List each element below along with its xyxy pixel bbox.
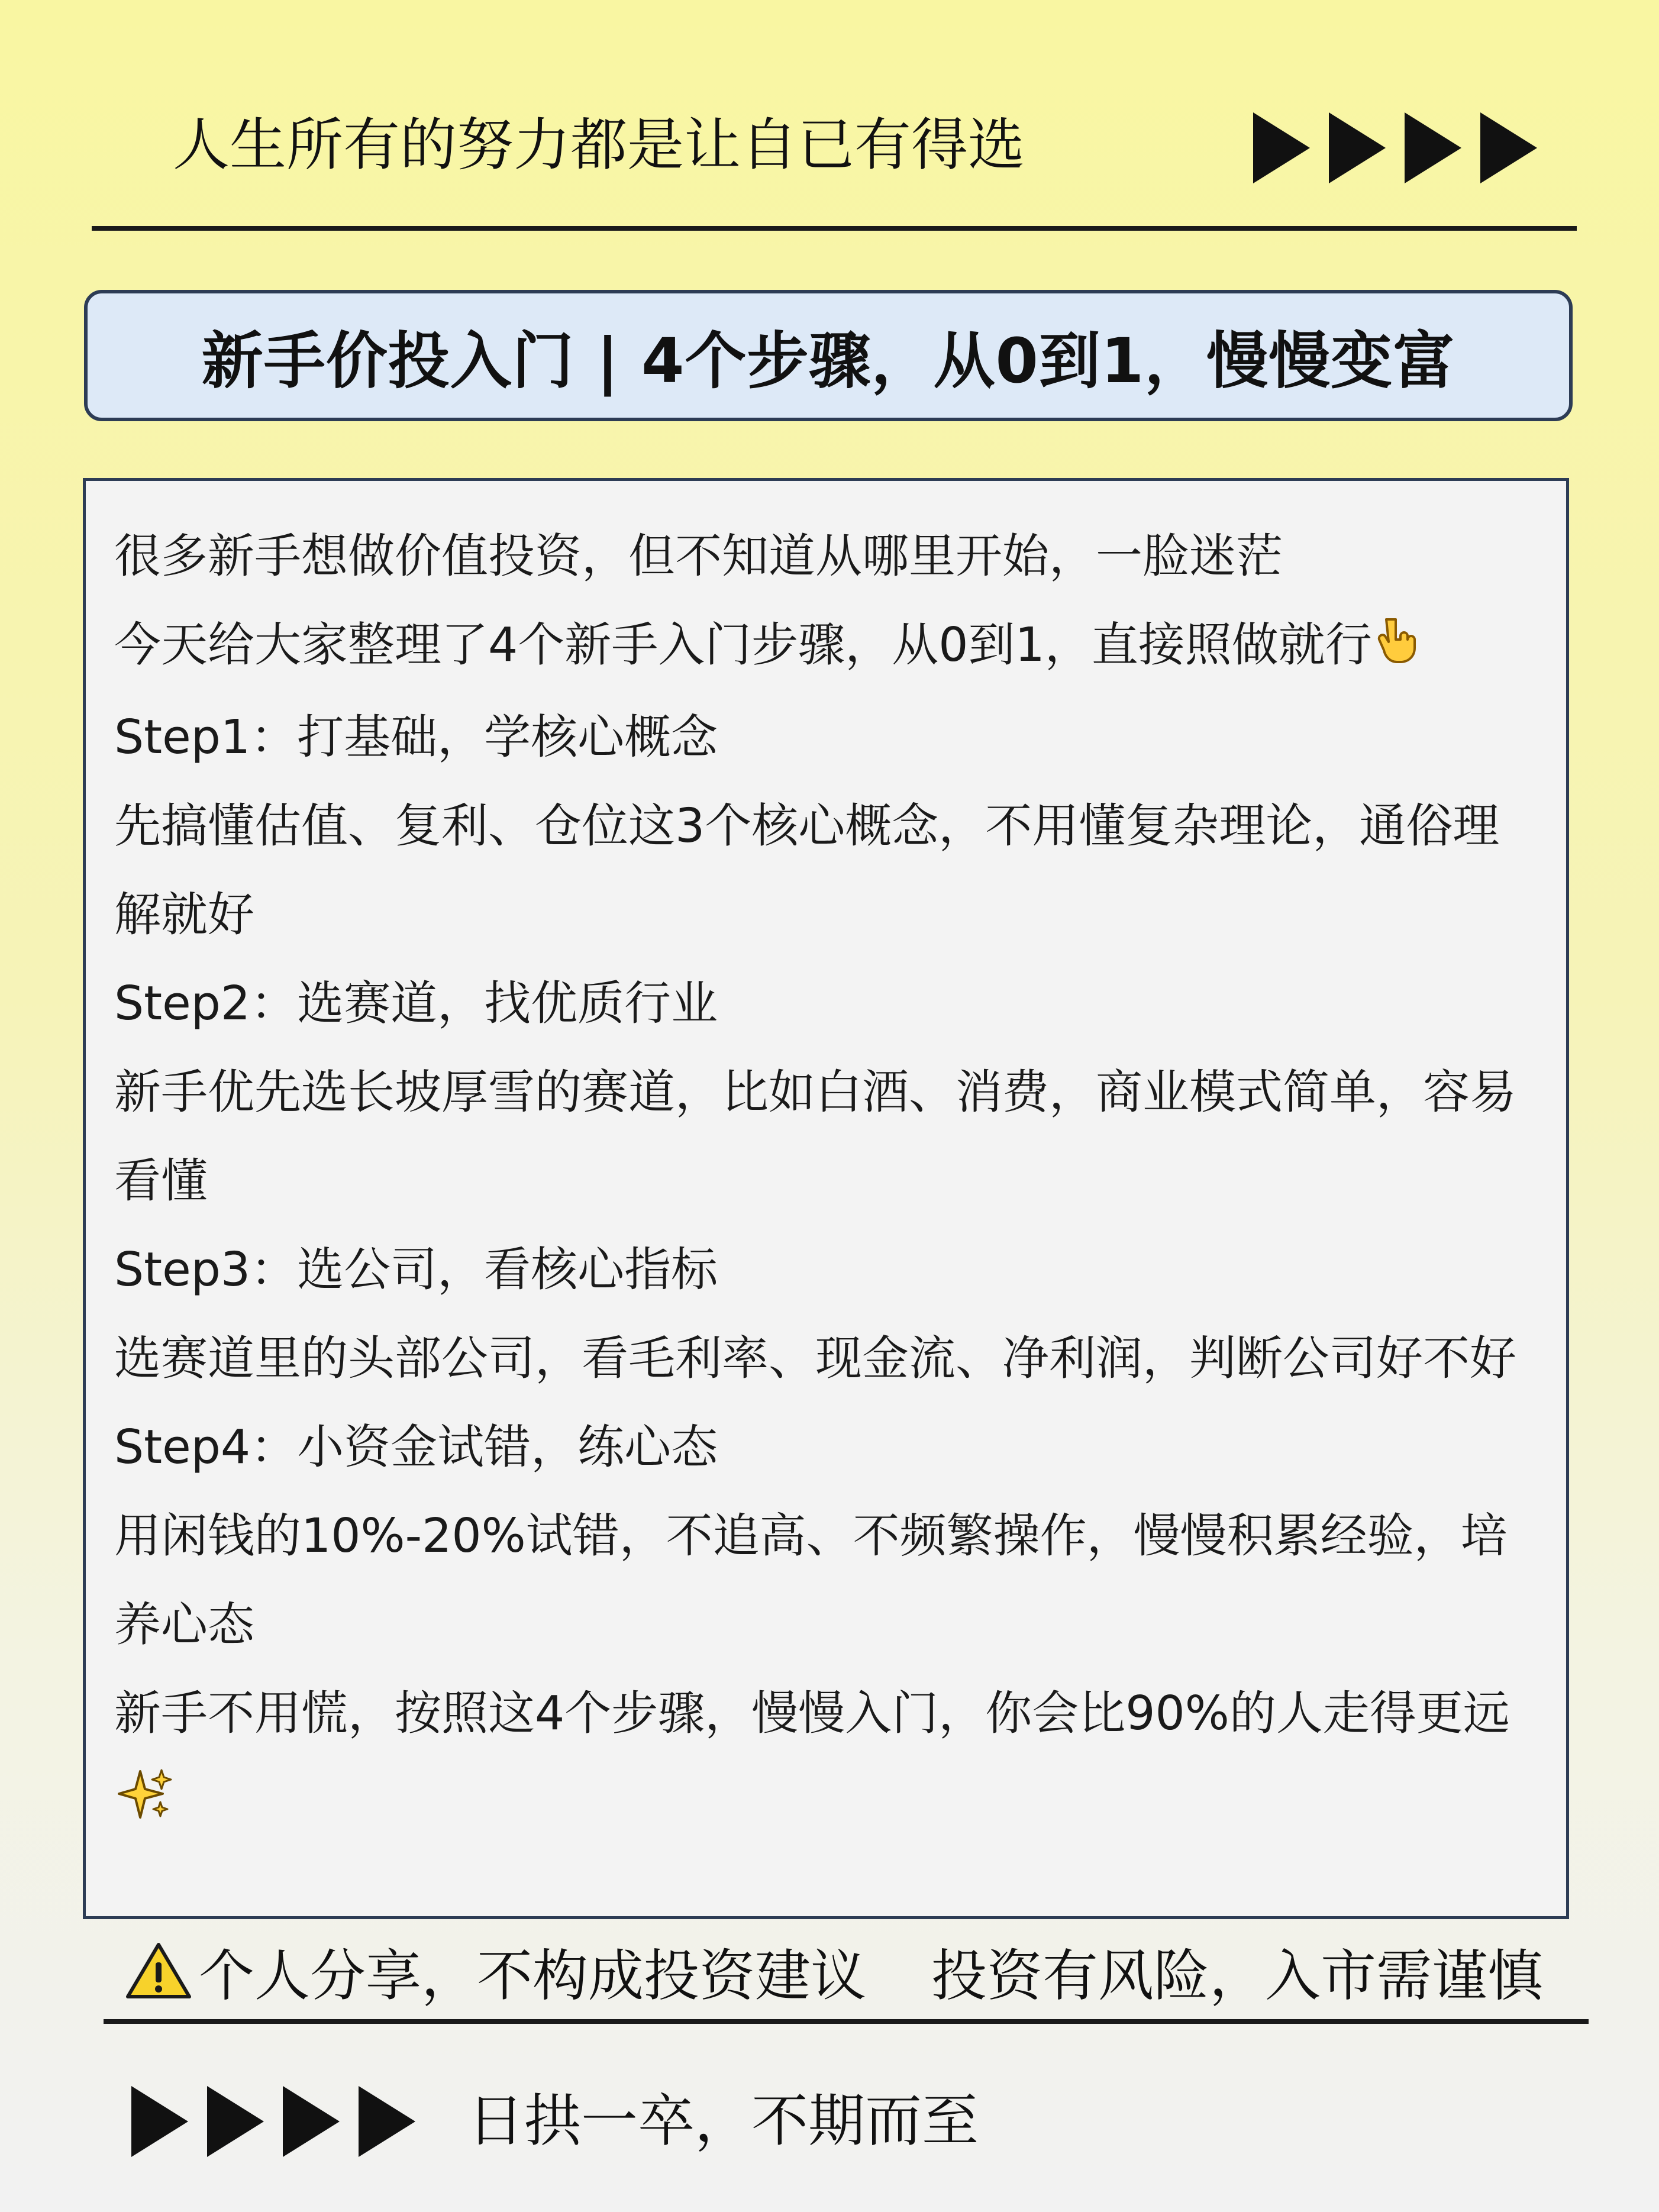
play-triangle-icon [1329, 112, 1386, 183]
step1-heading: Step1：打基础，学核心概念 [114, 709, 718, 764]
pointing-down-hand-icon [1374, 604, 1416, 693]
header-divider [92, 226, 1577, 231]
step3-heading: Step3：选公司，看核心指标 [114, 1242, 718, 1297]
header-motto: 人生所有的努力都是让自已有得选 [173, 112, 1025, 178]
step4-heading: Step4：小资金试错，练心态 [114, 1419, 718, 1474]
play-triangle-icon [1405, 112, 1461, 183]
disclaimer-text-2: 投资有风险，入市需谨慎 [931, 1943, 1544, 2008]
intro-text: 今天给大家整理了4个新手入门步骤，从0到1，直接照做就行 [114, 618, 1372, 672]
play-triangle-icon [207, 2086, 264, 2157]
header-arrows [1253, 112, 1537, 183]
warning-icon [125, 1941, 192, 2000]
sparkles-icon [117, 1761, 173, 1849]
play-triangle-icon [1480, 112, 1537, 183]
conclusion-text: 新手不用慌，按照这4个步骤，慢慢入门，你会比90%的人走得更远 [114, 1685, 1510, 1740]
step2-heading: Step2：选赛道，找优质行业 [114, 976, 718, 1031]
step2-body: 新手优先选长坡厚雪的赛道，比如白酒、消费，商业模式简单，容易看懂 [114, 1064, 1516, 1208]
play-triangle-icon [359, 2086, 415, 2157]
step3-body: 选赛道里的头部公司，看毛利率、现金流、净利润，判断公司好不好 [114, 1331, 1516, 1386]
intro-paragraph-2 [114, 600, 1531, 693]
step1-body: 先搞懂估值、复利、仓位这3个核心概念，不用懂复杂理论，通俗理解就好 [114, 798, 1500, 942]
play-triangle-icon [131, 2086, 188, 2157]
step4-body: 用闲钱的10%-20%试错，不追高、不频繁操作，慢慢积累经验，培养心态 [114, 1508, 1508, 1652]
title-banner [84, 290, 1573, 421]
disclaimer-text-1: 个人分享，不构成投资建议 [199, 1943, 867, 2008]
footer-divider [104, 2019, 1589, 2024]
content-card [83, 478, 1569, 1919]
intro-paragraph: 很多新手想做价值投资，但不知道从哪里开始，一脸迷茫 [114, 529, 1283, 583]
footer-arrows [131, 2086, 415, 2157]
play-triangle-icon [1253, 112, 1310, 183]
page-title: 新手价投入门 | 4个步骤，从0到1，慢慢变富 [201, 325, 1455, 397]
footer-closing: 日拱一卒，不期而至 [467, 2088, 979, 2154]
conclusion-paragraph [114, 1669, 1531, 1850]
play-triangle-icon [283, 2086, 340, 2157]
disclaimer [125, 1932, 1543, 2009]
